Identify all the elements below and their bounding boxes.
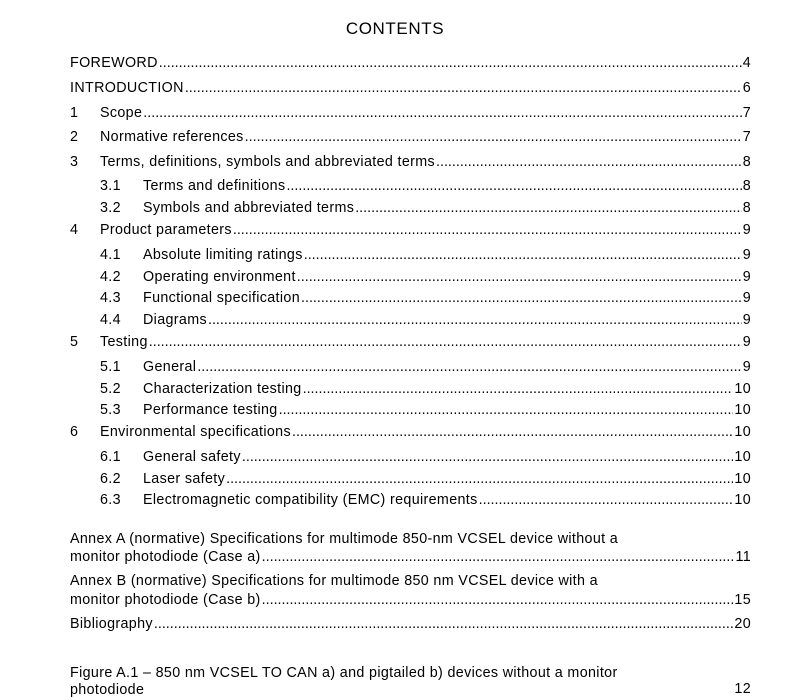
toc-label: Characterization testing	[143, 381, 302, 397]
toc-entry-absolute-limiting-ratings[interactable]	[100, 245, 751, 265]
toc-entry-testing-general[interactable]	[100, 357, 751, 377]
toc-label: Performance testing	[143, 402, 278, 418]
toc-page-number: 8	[742, 200, 751, 216]
toc-entry-diagrams[interactable]	[100, 310, 751, 330]
dot-leader	[226, 469, 733, 489]
toc-page-number: 10	[734, 449, 751, 465]
toc-page-number: 9	[742, 290, 751, 306]
toc-section-number: 4.1	[100, 247, 121, 263]
toc-section-number: 3	[70, 154, 79, 170]
dot-leader	[242, 447, 734, 467]
dot-leader	[233, 220, 742, 240]
toc-label: Environmental specifications	[100, 424, 291, 440]
toc-section-number: 5	[70, 334, 79, 350]
toc-page-number: 9	[742, 247, 751, 263]
toc-page-number: 4	[742, 55, 751, 71]
toc-section-number: 4.2	[100, 269, 121, 285]
toc-page-number: 9	[742, 269, 751, 285]
annex-a-title-line[interactable]: Annex A (normative) Specifications for multimode 850-nm VCSEL device without a	[70, 531, 619, 547]
toc-entry-terms-definitions[interactable]	[70, 152, 751, 172]
toc-label: Product parameters	[100, 222, 232, 238]
toc-entry-emc-requirements[interactable]	[100, 490, 751, 510]
toc-label: Terms and definitions	[143, 178, 286, 194]
toc-entry-bibliography[interactable]	[70, 614, 751, 634]
toc-label: Absolute limiting ratings	[143, 247, 303, 263]
toc-page-number: 10	[734, 402, 751, 418]
toc-page-number: 10	[734, 381, 751, 397]
toc-label: Diagrams	[143, 312, 207, 328]
toc-entry-scope[interactable]	[70, 103, 751, 123]
toc-entry-normative-references[interactable]	[70, 127, 751, 147]
dot-leader	[154, 614, 734, 634]
dot-leader	[245, 127, 742, 147]
dot-leader	[304, 245, 742, 265]
toc-section-number: 6	[70, 424, 79, 440]
dot-leader	[303, 379, 734, 399]
toc-label: Electromagnetic compatibility (EMC) requirements	[143, 492, 478, 508]
dot-leader	[159, 53, 742, 73]
toc-entry-environmental-specifications[interactable]	[70, 422, 751, 442]
toc-page-number: 15	[734, 592, 751, 608]
toc-section-number: 5.3	[100, 402, 121, 418]
toc-entry-introduction[interactable]	[70, 78, 751, 98]
toc-page-number: 7	[742, 105, 751, 121]
toc-section-number: 2	[70, 129, 79, 145]
toc-entry-foreword[interactable]	[70, 53, 751, 73]
toc-section-number: 4.4	[100, 312, 121, 328]
page-title: CONTENTS	[345, 19, 445, 38]
toc-page-number: 11	[735, 549, 751, 565]
toc-page-number: 10	[734, 424, 751, 440]
toc-entry-performance-testing[interactable]	[100, 400, 751, 420]
dot-leader	[208, 310, 742, 330]
toc-page-number: 8	[742, 178, 751, 194]
toc-page-number: 9	[742, 359, 751, 375]
dot-leader	[149, 332, 742, 352]
dot-leader	[262, 547, 735, 567]
toc-entry-annex-a[interactable]	[70, 547, 751, 567]
toc-entry-operating-environment[interactable]	[100, 267, 751, 287]
toc-label: Laser safety	[143, 471, 226, 487]
dot-leader	[262, 590, 734, 610]
toc-page-number: 12	[734, 681, 751, 697]
toc-entry-functional-specification[interactable]	[100, 288, 751, 308]
toc-page-number: 7	[742, 129, 751, 145]
toc-section-number: 1	[70, 105, 79, 121]
toc-label: Functional specification	[143, 290, 301, 306]
toc-label: Bibliography	[70, 616, 153, 632]
toc-section-number: 3.1	[100, 178, 121, 194]
toc-entry-characterization-testing[interactable]	[100, 379, 751, 399]
toc-page-number: 8	[742, 154, 751, 170]
dot-leader	[197, 357, 741, 377]
toc-entry-symbols-abbreviated[interactable]	[100, 198, 751, 218]
toc-page-number: 10	[734, 471, 751, 487]
dot-leader	[436, 152, 742, 172]
toc-section-number: 4	[70, 222, 79, 238]
toc-section-number: 4.3	[100, 290, 121, 306]
figure-a1-title-line[interactable]: Figure A.1 – 850 nm VCSEL TO CAN a) and pigtailed b) devices without a monitor	[70, 665, 618, 681]
dot-leader	[355, 198, 741, 218]
toc-entry-product-parameters[interactable]	[70, 220, 751, 240]
toc-section-number: 5.2	[100, 381, 121, 397]
toc-page-number: 9	[742, 222, 751, 238]
dot-leader	[143, 103, 741, 123]
dot-leader	[297, 267, 742, 287]
dot-leader	[185, 78, 742, 98]
toc-label: Terms, definitions, symbols and abbreviated terms	[100, 154, 435, 170]
toc-entry-general-safety[interactable]	[100, 447, 751, 467]
toc-label: Scope	[100, 105, 143, 121]
toc-label: INTRODUCTION	[70, 80, 184, 96]
toc-page-number: 6	[742, 80, 751, 96]
toc-entry-laser-safety[interactable]	[100, 469, 751, 489]
toc-label: General	[143, 359, 197, 375]
toc-label: General safety	[143, 449, 241, 465]
toc-entry-annex-b[interactable]	[70, 590, 751, 610]
toc-label: FOREWORD	[70, 55, 158, 71]
toc-label: Normative references	[100, 129, 244, 145]
toc-section-number: 3.2	[100, 200, 121, 216]
toc-label: monitor photodiode (Case b)	[70, 592, 261, 608]
dot-leader	[279, 400, 734, 420]
dot-leader	[286, 176, 741, 196]
toc-entry-testing[interactable]	[70, 332, 751, 352]
toc-label: Operating environment	[143, 269, 296, 285]
dot-leader	[292, 422, 733, 442]
dot-leader	[479, 490, 734, 510]
toc-section-number: 6.2	[100, 471, 121, 487]
toc-page-number: 20	[734, 616, 751, 632]
annex-b-title-line[interactable]: Annex B (normative) Specifications for multimode 850 nm VCSEL device with a	[70, 573, 598, 589]
toc-entry-terms-and-definitions[interactable]	[100, 176, 751, 196]
figure-a1-title-line-2: photodiode	[70, 682, 145, 698]
toc-section-number: 5.1	[100, 359, 121, 375]
toc-page-number: 9	[742, 334, 751, 350]
toc-section-number: 6.3	[100, 492, 121, 508]
dot-leader	[301, 288, 742, 308]
toc-page-number: 10	[734, 492, 751, 508]
toc-label: Testing	[100, 334, 148, 350]
toc-label: Symbols and abbreviated terms	[143, 200, 355, 216]
toc-page-number: 9	[742, 312, 751, 328]
toc-label: monitor photodiode (Case a)	[70, 549, 261, 565]
toc-section-number: 6.1	[100, 449, 121, 465]
